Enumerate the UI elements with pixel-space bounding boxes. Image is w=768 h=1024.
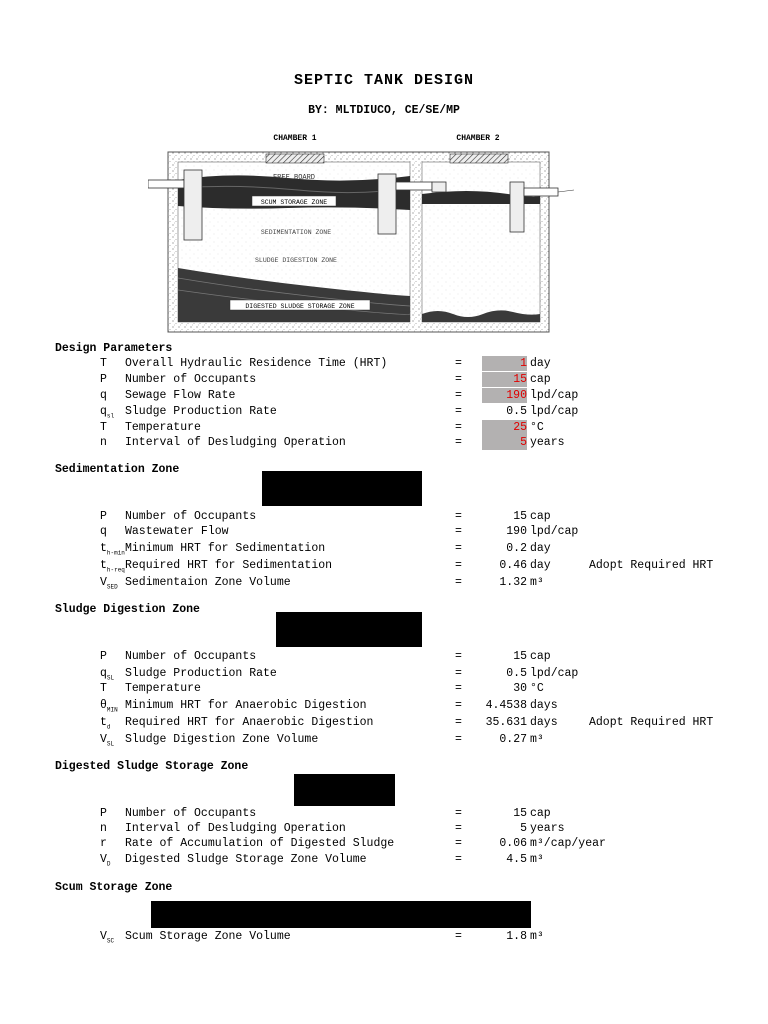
- row-description: Number of Occupants: [125, 510, 257, 523]
- septic-tank-diagram: [148, 128, 578, 338]
- row-equals: =: [455, 667, 462, 680]
- row-symbol: P: [100, 373, 107, 386]
- table-row: [0, 732, 768, 747]
- row-symbol: $t_{h-min}$: [100, 542, 125, 557]
- row-unit: m³: [530, 930, 544, 943]
- table-row: [0, 836, 768, 851]
- free-board-label: FREE BOARD: [272, 174, 316, 182]
- page-title: SEPTIC TANK DESIGN: [293, 72, 475, 89]
- row-unit: years: [530, 436, 565, 449]
- row-unit: m³: [530, 853, 544, 866]
- row-equals: =: [455, 682, 462, 695]
- row-symbol: $V_{SC}$: [100, 930, 115, 945]
- table-row: [0, 372, 768, 387]
- table-row: [0, 821, 768, 836]
- page-subtitle: BY: MLTDIUCO, CE/SE/MP: [308, 104, 460, 117]
- row-equals: =: [455, 389, 462, 402]
- table-row: [0, 715, 768, 730]
- row-description: Required HRT for Anaerobic Digestion: [125, 716, 374, 729]
- row-unit: days: [530, 716, 558, 729]
- row-value: 0.46: [499, 559, 527, 572]
- row-value: 4.5: [506, 853, 527, 866]
- row-equals: =: [455, 699, 462, 712]
- scum-zone-label: SCUM STORAGE ZONE: [260, 199, 328, 206]
- row-equals: =: [455, 576, 462, 589]
- table-row: [0, 852, 768, 867]
- row-equals: =: [455, 436, 462, 449]
- digested-sludge-storage-heading: Digested Sludge Storage Zone: [55, 760, 249, 773]
- row-unit: day: [530, 542, 551, 555]
- sedimentation-formula-block: [262, 471, 422, 506]
- row-value: 0.27: [499, 733, 527, 746]
- row-symbol: P: [100, 650, 107, 663]
- row-value: 5: [520, 822, 527, 835]
- row-value: 15: [513, 807, 527, 820]
- row-description: Rate of Accumulation of Digested Sludge: [125, 837, 395, 850]
- row-equals: =: [455, 822, 462, 835]
- input-cell-hrt[interactable]: 1: [482, 356, 527, 371]
- table-row: [0, 681, 768, 696]
- row-description: Sludge Digestion Zone Volume: [125, 733, 319, 746]
- table-row: [0, 575, 768, 590]
- row-symbol: $V_{SED}$: [100, 576, 118, 591]
- row-symbol: $V_{SL}$: [100, 733, 115, 748]
- table-row: [0, 698, 768, 713]
- row-description: Sewage Flow Rate: [125, 389, 236, 402]
- row-equals: =: [455, 807, 462, 820]
- row-symbol: q: [100, 389, 107, 402]
- row-symbol: $t_{h-req}$: [100, 559, 125, 574]
- row-value: 0.06: [499, 837, 527, 850]
- row-value: 0.5: [506, 405, 527, 418]
- row-symbol: T: [100, 421, 107, 434]
- row-symbol: $q_{sl}$: [100, 405, 115, 420]
- row-unit: °C: [530, 421, 544, 434]
- input-cell-occupants[interactable]: 15: [482, 372, 527, 387]
- row-value: 1.8: [506, 930, 527, 943]
- sedimentation-zone-label: SEDIMENTATION ZONE: [260, 229, 332, 236]
- row-unit: lpd/cap: [530, 405, 579, 418]
- row-note: Adopt Required HRT: [589, 559, 714, 572]
- input-cell-flow-rate[interactable]: 190: [482, 388, 527, 403]
- row-description: Minimum HRT for Anaerobic Digestion: [125, 699, 367, 712]
- row-symbol: P: [100, 807, 107, 820]
- digested-zone-label: DIGESTED SLUDGE STORAGE ZONE: [245, 303, 355, 310]
- row-equals: =: [455, 525, 462, 538]
- row-unit: days: [530, 699, 558, 712]
- chamber2-label: CHAMBER 2: [456, 134, 500, 143]
- row-equals: =: [455, 405, 462, 418]
- row-note: Adopt Required HRT: [589, 716, 714, 729]
- chamber1-label: CHAMBER 1: [273, 134, 317, 143]
- table-row: [0, 558, 768, 573]
- row-value: 4.4538: [485, 699, 527, 712]
- table-row: [0, 929, 768, 944]
- row-value: 0.2: [506, 542, 527, 555]
- row-equals: =: [455, 373, 462, 386]
- table-row: [0, 509, 768, 524]
- row-unit: years: [530, 822, 565, 835]
- row-unit: m³/cap/year: [530, 837, 606, 850]
- row-description: Digested Sludge Storage Zone Volume: [125, 853, 367, 866]
- row-symbol: $\theta_{MIN}$: [100, 699, 118, 714]
- row-symbol: T: [100, 682, 107, 695]
- row-unit: cap: [530, 373, 551, 386]
- row-unit: day: [530, 559, 551, 572]
- row-value: 1.32: [499, 576, 527, 589]
- row-description: Number of Occupants: [125, 650, 257, 663]
- table-row: [0, 524, 768, 539]
- row-description: Temperature: [125, 682, 201, 695]
- row-description: Sludge Production Rate: [125, 405, 277, 418]
- row-symbol: q: [100, 525, 107, 538]
- row-description: Sedimentaion Zone Volume: [125, 576, 291, 589]
- row-description: Overall Hydraulic Residence Time (HRT): [125, 357, 388, 370]
- row-unit: lpd/cap: [530, 667, 579, 680]
- scum-formula-block: [151, 901, 531, 928]
- row-description: Interval of Desludging Operation: [125, 436, 346, 449]
- row-equals: =: [455, 421, 462, 434]
- row-description: Scum Storage Zone Volume: [125, 930, 291, 943]
- row-unit: lpd/cap: [530, 525, 579, 538]
- storage-formula-block: [294, 774, 395, 806]
- row-description: Interval of Desludging Operation: [125, 822, 346, 835]
- row-description: Sludge Production Rate: [125, 667, 277, 680]
- row-description: Required HRT for Sedimentation: [125, 559, 333, 572]
- row-equals: =: [455, 853, 462, 866]
- row-equals: =: [455, 357, 462, 370]
- table-row: [0, 404, 768, 419]
- scum-storage-zone-heading: Scum Storage Zone: [55, 881, 173, 894]
- design-parameters-heading: Design Parameters: [55, 342, 173, 355]
- row-equals: =: [455, 650, 462, 663]
- row-symbol: n: [100, 822, 107, 835]
- row-description: Wastewater Flow: [125, 525, 229, 538]
- row-value: 35.631: [485, 716, 527, 729]
- sludge-digestion-zone-label: SLUDGE DIGESTION ZONE: [255, 257, 337, 264]
- row-equals: =: [455, 716, 462, 729]
- row-value: 0.5: [506, 667, 527, 680]
- row-symbol: T: [100, 357, 107, 370]
- row-unit: °C: [530, 682, 544, 695]
- row-symbol: r: [100, 837, 107, 850]
- table-row: [0, 541, 768, 556]
- row-unit: day: [530, 357, 551, 370]
- input-cell-desludging-interval[interactable]: 5: [482, 435, 527, 450]
- row-equals: =: [455, 733, 462, 746]
- table-row: [0, 649, 768, 664]
- table-row: [0, 806, 768, 821]
- row-symbol: P: [100, 510, 107, 523]
- row-equals: =: [455, 837, 462, 850]
- sludge-digestion-zone-heading: Sludge Digestion Zone: [55, 603, 200, 616]
- row-equals: =: [455, 930, 462, 943]
- sludge-digestion-formula-block: [276, 612, 422, 647]
- row-equals: =: [455, 510, 462, 523]
- row-symbol: n: [100, 436, 107, 449]
- row-unit: m³: [530, 733, 544, 746]
- row-symbol: $q_{SL}$: [100, 667, 115, 682]
- row-symbol: $V_D$: [100, 853, 111, 868]
- table-row: [0, 356, 768, 371]
- row-unit: lpd/cap: [530, 389, 579, 402]
- row-description: Temperature: [125, 421, 201, 434]
- row-description: Minimum HRT for Sedimentation: [125, 542, 326, 555]
- row-description: Number of Occupants: [125, 807, 257, 820]
- row-value: 30: [513, 682, 527, 695]
- table-row: [0, 435, 768, 450]
- row-symbol: $t_d$: [100, 716, 111, 731]
- row-equals: =: [455, 542, 462, 555]
- row-description: Number of Occupants: [125, 373, 257, 386]
- sedimentation-zone-heading: Sedimentation Zone: [55, 463, 180, 476]
- row-unit: cap: [530, 807, 551, 820]
- row-value: 190: [506, 525, 527, 538]
- table-row: [0, 420, 768, 435]
- row-value: 15: [513, 650, 527, 663]
- input-cell-temperature[interactable]: 25: [482, 420, 527, 435]
- row-value: 15: [513, 510, 527, 523]
- row-unit: cap: [530, 510, 551, 523]
- row-equals: =: [455, 559, 462, 572]
- row-unit: m³: [530, 576, 544, 589]
- row-unit: cap: [530, 650, 551, 663]
- table-row: [0, 666, 768, 681]
- table-row: [0, 388, 768, 403]
